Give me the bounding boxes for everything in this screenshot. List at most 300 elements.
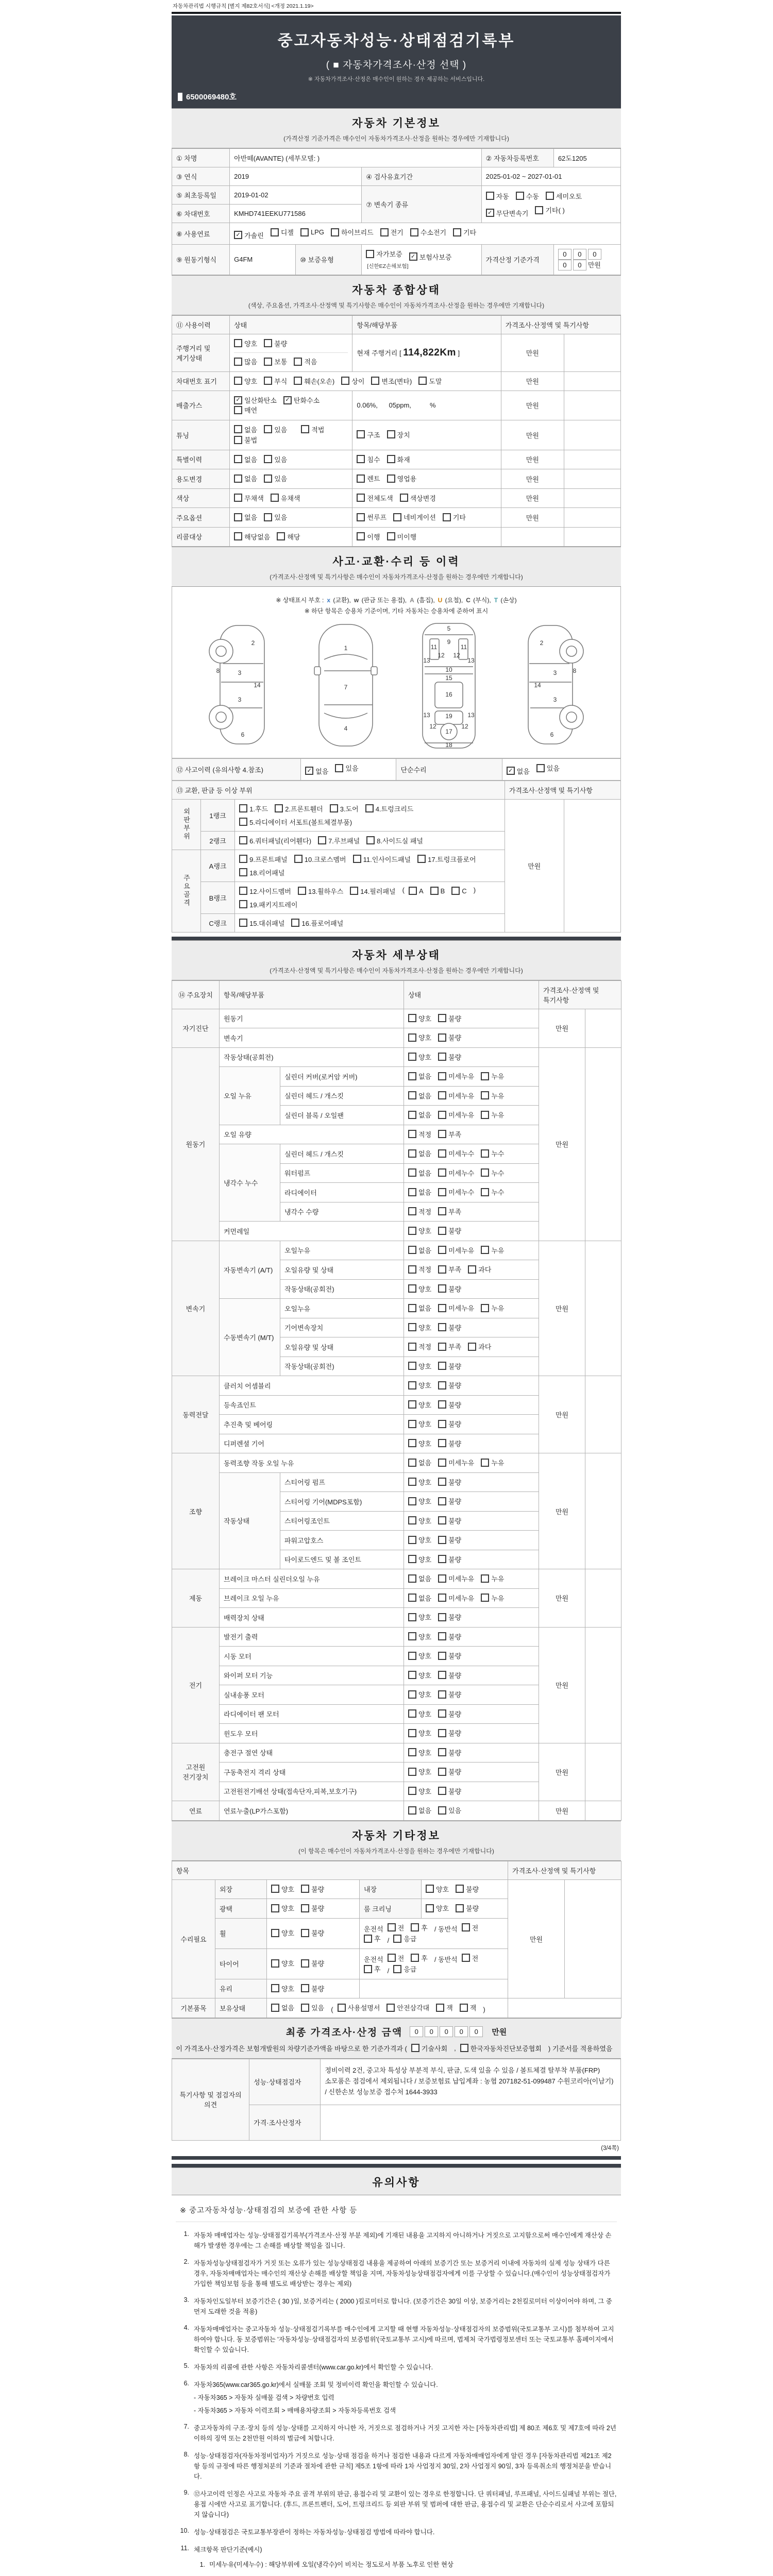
checkbox-13.휠하우스[interactable] <box>298 886 343 896</box>
checkbox-box-icon[interactable] <box>341 377 349 385</box>
checkbox-box-icon[interactable] <box>408 1768 416 1776</box>
checkbox-box-icon[interactable] <box>387 455 395 463</box>
checkbox-불량[interactable] <box>438 1689 461 1699</box>
checkbox-후[interactable] <box>411 1923 428 1933</box>
checkbox-불량[interactable] <box>438 1419 461 1429</box>
checkbox-box-icon[interactable] <box>234 406 242 414</box>
checkbox-디젤[interactable] <box>271 227 294 237</box>
checkbox-있음[interactable] <box>301 2003 324 2012</box>
checkbox-box-icon[interactable] <box>481 1111 489 1119</box>
checkbox-불량[interactable] <box>438 1612 461 1622</box>
checkbox-양호[interactable] <box>408 1052 431 1062</box>
checkbox-부족[interactable] <box>438 1207 461 1216</box>
checkbox-box-icon[interactable] <box>438 1497 446 1505</box>
checkbox-box-icon[interactable] <box>408 1227 416 1235</box>
checkbox-없음[interactable] <box>408 1071 431 1081</box>
checkbox-후[interactable] <box>364 1934 381 1943</box>
checkbox-box-icon[interactable] <box>380 228 389 236</box>
checkbox-미세누유[interactable] <box>438 1091 474 1100</box>
checkbox-box-icon[interactable] <box>294 358 302 366</box>
checkbox-box-icon[interactable] <box>301 1959 309 1968</box>
checkbox-box-icon[interactable] <box>239 887 247 895</box>
checkbox-불량[interactable] <box>438 1284 461 1294</box>
checkbox-전[interactable] <box>388 1953 405 1963</box>
checkbox-box-icon[interactable] <box>408 1304 416 1312</box>
checkbox-2.프론트휀더[interactable] <box>275 804 323 814</box>
checkbox-없음[interactable] <box>408 1805 431 1815</box>
checkbox-box-icon[interactable] <box>366 836 375 844</box>
checkbox-누유[interactable] <box>481 1593 504 1603</box>
checkbox-box-icon[interactable] <box>438 1613 446 1621</box>
checkbox-없음[interactable] <box>234 473 257 483</box>
checkbox-box-icon[interactable] <box>481 1246 489 1254</box>
checkbox-box-icon[interactable] <box>408 1671 416 1679</box>
checkbox-있음[interactable] <box>264 425 287 434</box>
checkbox-양호[interactable] <box>408 1438 431 1448</box>
checkbox-A[interactable] <box>409 886 424 896</box>
checkbox-없음[interactable] <box>408 1593 431 1603</box>
checkbox-없음[interactable] <box>408 1303 431 1313</box>
checkbox-전기[interactable] <box>380 227 404 237</box>
checkbox-box-icon[interactable]: ✓ <box>486 209 494 217</box>
checkbox-box-icon[interactable] <box>460 2044 468 2052</box>
checkbox-box-icon[interactable] <box>388 1954 396 1962</box>
checkbox-보험사보증[interactable] <box>409 252 452 262</box>
checkbox-B[interactable] <box>430 886 445 896</box>
checkbox-box-icon[interactable]: ✓ <box>409 252 417 261</box>
checkbox-기타[interactable] <box>443 512 466 522</box>
checkbox-box-icon[interactable] <box>393 1965 401 1973</box>
checkbox-누수[interactable] <box>481 1187 504 1197</box>
checkbox-많음[interactable] <box>234 357 257 366</box>
checkbox-양호[interactable] <box>408 1380 431 1390</box>
checkbox-4.트렁크리드[interactable] <box>365 804 414 814</box>
checkbox-box-icon[interactable] <box>438 1343 446 1351</box>
checkbox-box-icon[interactable] <box>418 377 427 385</box>
checkbox-적법[interactable] <box>301 425 324 434</box>
checkbox-없음[interactable] <box>234 454 257 464</box>
checkbox-12.사이드멤버[interactable] <box>239 886 291 896</box>
checkbox-box-icon[interactable] <box>481 1072 489 1080</box>
checkbox-11.인사이드패널[interactable] <box>353 854 411 864</box>
checkbox-box-icon[interactable] <box>438 1516 446 1524</box>
checkbox-box-icon[interactable] <box>357 532 365 540</box>
checkbox-box-icon[interactable] <box>438 1555 446 1563</box>
checkbox-box-icon[interactable] <box>408 1536 416 1544</box>
checkbox-box-icon[interactable]: ✓ <box>305 767 313 775</box>
checkbox-box-icon[interactable] <box>438 1227 446 1235</box>
checkbox-box-icon[interactable] <box>371 377 379 385</box>
checkbox-box-icon[interactable] <box>438 1130 446 1138</box>
checkbox-box-icon[interactable] <box>451 887 460 895</box>
checkbox-변조(변타)[interactable] <box>371 376 412 386</box>
checkbox-미세누유[interactable] <box>438 1110 474 1120</box>
checkbox-양호[interactable] <box>408 1786 431 1796</box>
checkbox-전[interactable] <box>388 1923 405 1933</box>
checkbox-box-icon[interactable] <box>408 1207 416 1215</box>
checkbox-box-icon[interactable] <box>275 804 283 812</box>
checkbox-box-icon[interactable] <box>462 1954 470 1962</box>
checkbox-양호[interactable] <box>408 1651 431 1660</box>
checkbox-box-icon[interactable] <box>271 1984 279 1992</box>
checkbox-불량[interactable] <box>438 1477 461 1487</box>
checkbox-box-icon[interactable] <box>408 1709 416 1718</box>
checkbox-box-icon[interactable] <box>438 1111 446 1119</box>
checkbox-불량[interactable] <box>438 1400 461 1410</box>
checkbox-box-icon[interactable] <box>393 513 401 521</box>
checkbox-box-icon[interactable] <box>438 1420 446 1428</box>
checkbox-box-icon[interactable] <box>365 804 374 812</box>
checkbox-응급[interactable] <box>393 1964 416 1974</box>
checkbox-box-icon[interactable] <box>234 474 242 483</box>
checkbox-box-icon[interactable] <box>264 513 272 521</box>
checkbox-box-icon[interactable] <box>387 430 395 438</box>
checkbox-box-icon[interactable] <box>408 1362 416 1370</box>
checkbox-box-icon[interactable] <box>239 804 247 812</box>
checkbox-17.트렁크플로어[interactable] <box>417 854 476 864</box>
checkbox-box-icon[interactable] <box>301 1904 309 1912</box>
checkbox-box-icon[interactable] <box>438 1072 446 1080</box>
checkbox-양호[interactable] <box>271 1928 294 1938</box>
checkbox-box-icon[interactable] <box>364 1935 372 1943</box>
checkbox-box-icon[interactable] <box>411 2044 419 2052</box>
checkbox-box-icon[interactable] <box>408 1632 416 1640</box>
checkbox-box-icon[interactable] <box>408 1690 416 1699</box>
checkbox-양호[interactable] <box>408 1032 431 1042</box>
checkbox-불량[interactable] <box>438 1226 461 1235</box>
checkbox-도말[interactable] <box>418 376 442 386</box>
checkbox-box-icon[interactable] <box>298 887 306 895</box>
checkbox-box-icon[interactable] <box>234 455 242 463</box>
checkbox-box-icon[interactable] <box>234 436 242 444</box>
checkbox-box-icon[interactable] <box>468 1343 476 1351</box>
checkbox-양호[interactable] <box>408 1361 431 1371</box>
checkbox-영업용[interactable] <box>387 473 417 483</box>
checkbox-미이행[interactable] <box>387 532 417 541</box>
checkbox-box-icon[interactable] <box>438 1284 446 1293</box>
checkbox-box-icon[interactable] <box>408 1091 416 1099</box>
checkbox-불량[interactable] <box>438 1361 461 1371</box>
checkbox-불량[interactable] <box>438 1535 461 1545</box>
checkbox-box-icon[interactable] <box>357 494 365 502</box>
checkbox-box-icon[interactable] <box>460 2004 468 2012</box>
checkbox-무채색[interactable] <box>234 493 264 503</box>
checkbox-box-icon[interactable] <box>239 868 247 876</box>
checkbox-box-icon[interactable] <box>264 425 272 433</box>
checkbox-과다[interactable] <box>468 1342 491 1351</box>
checkbox-누유[interactable] <box>481 1458 504 1467</box>
checkbox-box-icon[interactable] <box>481 1574 489 1583</box>
checkbox-양호[interactable] <box>408 1670 431 1680</box>
checkbox-box-icon[interactable] <box>438 1690 446 1699</box>
checkbox-box-icon[interactable] <box>408 1381 416 1389</box>
checkbox-box-icon[interactable] <box>481 1168 489 1177</box>
checkbox-누유[interactable] <box>481 1091 504 1100</box>
checkbox-없음[interactable] <box>408 1168 431 1178</box>
checkbox-8.사이드실 패널[interactable] <box>366 836 423 845</box>
checkbox-썬루프[interactable] <box>357 512 386 522</box>
checkbox-있음[interactable] <box>438 1805 461 1815</box>
checkbox-box-icon[interactable] <box>350 887 358 895</box>
checkbox-한국자동차진단보증협회[interactable] <box>460 2043 542 2053</box>
checkbox-box-icon[interactable] <box>408 1652 416 1660</box>
checkbox-해당[interactable] <box>277 532 300 541</box>
checkbox-box-icon[interactable] <box>481 1091 489 1099</box>
checkbox-box-icon[interactable] <box>387 474 395 483</box>
checkbox-box-icon[interactable] <box>301 1885 309 1893</box>
checkbox-1.후드[interactable] <box>239 804 268 814</box>
checkbox-불량[interactable] <box>438 1728 461 1738</box>
checkbox-box-icon[interactable] <box>438 1709 446 1718</box>
checkbox-누유[interactable] <box>481 1245 504 1255</box>
checkbox-없음[interactable] <box>305 766 328 776</box>
checkbox-box-icon[interactable] <box>481 1188 489 1196</box>
checkbox-box-icon[interactable] <box>408 1516 416 1524</box>
checkbox-안전삼각대[interactable] <box>386 2003 429 2012</box>
checkbox-box-icon[interactable] <box>438 1014 446 1022</box>
checkbox-box-icon[interactable] <box>239 855 247 863</box>
checkbox-적정[interactable] <box>408 1129 431 1139</box>
checkbox-훼손(오손)[interactable] <box>294 376 334 386</box>
checkbox-box-icon[interactable] <box>330 804 338 812</box>
checkbox-box-icon[interactable] <box>408 1053 416 1061</box>
checkbox-box-icon[interactable] <box>438 1787 446 1795</box>
checkbox-box-icon[interactable] <box>234 494 242 502</box>
checkbox-양호[interactable] <box>408 1226 431 1235</box>
checkbox-부족[interactable] <box>438 1129 461 1139</box>
checkbox-box-icon[interactable] <box>408 1246 416 1254</box>
checkbox-없음[interactable] <box>408 1573 431 1583</box>
checkbox-누수[interactable] <box>481 1148 504 1158</box>
checkbox-있음[interactable] <box>264 512 287 522</box>
checkbox-불량[interactable] <box>438 1670 461 1680</box>
checkbox-적정[interactable] <box>408 1207 431 1216</box>
checkbox-미세누유[interactable] <box>438 1303 474 1313</box>
checkbox-box-icon[interactable] <box>408 1265 416 1274</box>
checkbox-box-icon[interactable] <box>335 764 343 772</box>
checkbox-box-icon[interactable] <box>417 855 426 863</box>
checkbox-양호[interactable] <box>408 1612 431 1622</box>
checkbox-box-icon[interactable] <box>234 532 242 540</box>
checkbox-box-icon[interactable] <box>386 2004 395 2012</box>
checkbox-전체도색[interactable] <box>357 493 393 503</box>
checkbox-box-icon[interactable] <box>411 1923 419 1931</box>
checkbox-box-icon[interactable] <box>294 377 302 385</box>
checkbox-box-icon[interactable] <box>277 532 285 540</box>
checkbox-box-icon[interactable] <box>438 1768 446 1776</box>
checkbox-box-icon[interactable] <box>264 339 272 347</box>
checkbox-미세누수[interactable] <box>438 1148 474 1158</box>
checkbox-box-icon[interactable] <box>271 2004 279 2012</box>
checkbox-box-icon[interactable] <box>426 1885 434 1893</box>
checkbox-box-icon[interactable] <box>438 1323 446 1331</box>
checkbox-불량[interactable] <box>438 1709 461 1719</box>
checkbox-양호[interactable] <box>408 1689 431 1699</box>
checkbox-일산화탄소[interactable] <box>234 395 277 405</box>
checkbox-box-icon[interactable] <box>453 228 461 236</box>
checkbox-자가보증[interactable] <box>366 249 402 259</box>
checkbox-있음[interactable] <box>536 763 560 773</box>
checkbox-양호[interactable] <box>408 1496 431 1506</box>
checkbox-불량[interactable] <box>438 1438 461 1448</box>
checkbox-미세누유[interactable] <box>438 1071 474 1081</box>
checkbox-화재[interactable] <box>387 454 410 464</box>
checkbox-3.도어[interactable] <box>330 804 359 814</box>
checkbox-box-icon[interactable] <box>264 358 272 366</box>
checkbox-누유[interactable] <box>481 1303 504 1313</box>
checkbox-양호[interactable] <box>426 1884 449 1894</box>
checkbox-유채색[interactable] <box>271 493 300 503</box>
checkbox-box-icon[interactable] <box>481 1594 489 1602</box>
checkbox-기술사회[interactable] <box>411 2043 447 2053</box>
checkbox-불량[interactable] <box>438 1554 461 1564</box>
checkbox-전[interactable] <box>462 1953 479 1963</box>
checkbox-양호[interactable] <box>234 376 257 386</box>
checkbox-불량[interactable] <box>264 338 287 348</box>
checkbox-box-icon[interactable] <box>294 855 303 863</box>
checkbox-장치[interactable] <box>387 430 410 439</box>
checkbox-양호[interactable] <box>408 1323 431 1332</box>
checkbox-box-icon[interactable] <box>264 474 272 483</box>
checkbox-box-icon[interactable] <box>234 425 242 433</box>
checkbox-box-icon[interactable] <box>408 1787 416 1795</box>
checkbox-C[interactable] <box>451 886 466 896</box>
checkbox-box-icon[interactable] <box>301 1984 309 1992</box>
checkbox-양호[interactable] <box>271 1958 294 1968</box>
checkbox-box-icon[interactable] <box>438 1053 446 1061</box>
checkbox-box-icon[interactable] <box>408 1729 416 1737</box>
checkbox-양호[interactable] <box>408 1748 431 1757</box>
checkbox-양호[interactable] <box>408 1709 431 1719</box>
checkbox-있음[interactable] <box>264 473 287 483</box>
checkbox-box-icon[interactable] <box>408 1343 416 1351</box>
checkbox-양호[interactable] <box>408 1554 431 1564</box>
checkbox-box-icon[interactable] <box>438 1671 446 1679</box>
checkbox-box-icon[interactable]: ✓ <box>507 767 515 775</box>
checkbox-box-icon[interactable] <box>301 1929 309 1937</box>
checkbox-box-icon[interactable] <box>234 377 242 385</box>
checkbox-불량[interactable] <box>301 1984 324 1993</box>
checkbox-box-icon[interactable] <box>234 358 242 366</box>
checkbox-box-icon[interactable] <box>271 1904 279 1912</box>
checkbox-부식[interactable] <box>264 376 287 386</box>
checkbox-없음[interactable] <box>408 1245 431 1255</box>
checkbox-누유[interactable] <box>481 1071 504 1081</box>
checkbox-누수[interactable] <box>481 1168 504 1178</box>
checkbox-box-icon[interactable] <box>535 206 543 214</box>
checkbox-box-icon[interactable] <box>408 1748 416 1756</box>
checkbox-수동[interactable] <box>516 191 539 201</box>
checkbox-탄화수소[interactable] <box>283 395 320 405</box>
checkbox-기타( )[interactable] <box>535 205 564 215</box>
checkbox-box-icon[interactable] <box>546 192 554 200</box>
checkbox-후[interactable] <box>364 1964 381 1974</box>
checkbox-있음[interactable] <box>264 454 287 464</box>
checkbox-불량[interactable] <box>456 1884 479 1894</box>
checkbox-15.대쉬패널[interactable] <box>239 918 284 928</box>
checkbox-box-icon[interactable] <box>462 1923 470 1931</box>
checkbox-box-icon[interactable] <box>438 1304 446 1312</box>
checkbox-6.쿼터패널(리어휀다)[interactable] <box>239 836 311 845</box>
checkbox-box-icon[interactable] <box>410 228 418 236</box>
checkbox-box-icon[interactable] <box>409 887 417 895</box>
checkbox-불량[interactable] <box>438 1496 461 1506</box>
checkbox-box-icon[interactable] <box>408 1284 416 1293</box>
checkbox-box-icon[interactable] <box>486 192 494 200</box>
checkbox-없음[interactable] <box>234 512 257 522</box>
checkbox-없음[interactable] <box>408 1091 431 1100</box>
checkbox-양호[interactable] <box>408 1632 431 1641</box>
checkbox-box-icon[interactable] <box>408 1497 416 1505</box>
checkbox-양호[interactable] <box>408 1767 431 1776</box>
checkbox-불량[interactable] <box>301 1958 324 1968</box>
checkbox-box-icon[interactable] <box>536 764 545 772</box>
checkbox-box-icon[interactable] <box>481 1149 489 1158</box>
checkbox-렌트[interactable] <box>357 473 380 483</box>
checkbox-box-icon[interactable]: ✓ <box>234 396 242 404</box>
checkbox-box-icon[interactable] <box>408 1400 416 1409</box>
checkbox-box-icon[interactable] <box>271 494 279 502</box>
checkbox-box-icon[interactable] <box>438 1188 446 1196</box>
checkbox-양호[interactable] <box>234 338 257 348</box>
checkbox-box-icon[interactable] <box>438 1207 446 1215</box>
checkbox-적음[interactable] <box>294 357 317 366</box>
checkbox-전[interactable] <box>462 1923 479 1933</box>
checkbox-box-icon[interactable] <box>338 2004 346 2012</box>
checkbox-box-icon[interactable] <box>408 1613 416 1621</box>
checkbox-box-icon[interactable] <box>239 919 247 927</box>
checkbox-불량[interactable] <box>438 1013 461 1023</box>
checkbox-box-icon[interactable] <box>408 1130 416 1138</box>
checkbox-box-icon[interactable] <box>516 192 524 200</box>
checkbox-세미오토[interactable] <box>546 191 582 201</box>
checkbox-기타[interactable] <box>453 227 476 237</box>
checkbox-없음[interactable] <box>234 425 257 434</box>
checkbox-box-icon[interactable] <box>301 425 309 433</box>
checkbox-box-icon[interactable] <box>438 1168 446 1177</box>
checkbox-box-icon[interactable] <box>481 1304 489 1312</box>
checkbox-box-icon[interactable] <box>239 836 247 844</box>
checkbox-잭[interactable] <box>460 2003 477 2012</box>
checkbox-없음[interactable] <box>408 1148 431 1158</box>
checkbox-box-icon[interactable] <box>408 1014 416 1022</box>
checkbox-box-icon[interactable] <box>438 1536 446 1544</box>
checkbox-양호[interactable] <box>408 1728 431 1738</box>
checkbox-없음[interactable] <box>507 766 530 776</box>
checkbox-box-icon[interactable] <box>430 887 439 895</box>
checkbox-box-icon[interactable] <box>271 228 279 236</box>
checkbox-box-icon[interactable] <box>353 855 361 863</box>
checkbox-과다[interactable] <box>468 1264 491 1274</box>
checkbox-수소전기[interactable] <box>410 227 446 237</box>
checkbox-응급[interactable] <box>393 1934 416 1943</box>
checkbox-없음[interactable] <box>271 2003 294 2012</box>
checkbox-box-icon[interactable] <box>411 1954 419 1962</box>
checkbox-부족[interactable] <box>438 1264 461 1274</box>
checkbox-후[interactable] <box>411 1953 428 1963</box>
checkbox-box-icon[interactable] <box>438 1748 446 1756</box>
checkbox-box-icon[interactable] <box>357 474 365 483</box>
checkbox-box-icon[interactable] <box>408 1188 416 1196</box>
checkbox-box-icon[interactable] <box>408 1323 416 1331</box>
checkbox-box-icon[interactable] <box>408 1806 416 1815</box>
checkbox-box-icon[interactable] <box>239 818 247 826</box>
checkbox-box-icon[interactable] <box>436 2004 444 2012</box>
checkbox-box-icon[interactable] <box>438 1246 446 1254</box>
checkbox-불량[interactable] <box>438 1052 461 1062</box>
checkbox-box-icon[interactable] <box>357 513 365 521</box>
checkbox-18.리어패널[interactable] <box>239 868 284 877</box>
